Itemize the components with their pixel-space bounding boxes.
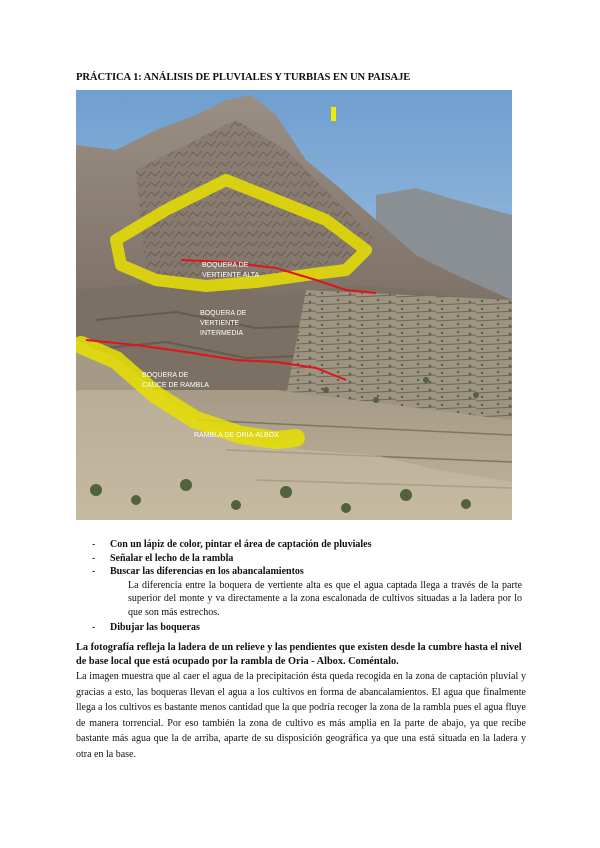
yellow-mark [331, 107, 336, 121]
bullet-dash: - [92, 566, 96, 577]
label-cauce-1: BOQUERA DE [142, 372, 189, 379]
page-title: PRÁCTICA 1: ANÁLISIS DE PLUVIALES Y TURBIAS EN UN PAISAJE [76, 72, 411, 83]
task-answer-container [92, 579, 522, 620]
label-intermedia-2: VERTIENTE [200, 320, 240, 327]
task-item [92, 621, 522, 635]
landscape-photo [76, 90, 512, 520]
task-item [92, 565, 522, 579]
task-label: Dibujar las boqueras [110, 622, 200, 633]
task-label: Con un lápiz de color, pintar el área de captación de pluviales [110, 539, 372, 550]
label-cauce-2: CAUCE DE RAMBLA [142, 382, 209, 389]
landscape-illustration [76, 90, 512, 520]
answer-paragraph: La imagen muestra que al caer el agua de la precipitación ésta queda recogida en la zona de captación pluvial y gracias a esto, las boqueras llevan el agua a los cultivos en forma de abancalamientos. El agua que finalmente llega a los cultivos es bastante menos cantidad que la que podría recoger la zona de la rambla pues el agua fluye de manera torrencial. Por eso también la zona de cultivo es más amplia en la parte de abajo, ya que recibe bastante más agua que la de arriba, aparte de su disposición geográfica ya que una está situada en la ladera y otra en la base. [76, 671, 526, 760]
label-intermedia-1: BOQUERA DE [200, 310, 247, 317]
task-list [92, 538, 522, 635]
bullet-dash: - [92, 539, 96, 550]
task-item [92, 538, 522, 552]
question-paragraph: La fotografía refleja la ladera de un relieve y las pendientes que existen desde la cumbre hasta el nivel de base local que está ocupado por la rambla de Oria - Albox. Coméntalo. [76, 642, 522, 667]
label-alta-2: VERTIENTE ALTA [202, 272, 260, 279]
bullet-dash: - [92, 552, 96, 564]
answer-abancalamientos: La diferencia entre la boquera de vertiente alta es que el agua captada llega a través de la parte superior del monte y va directamente a la zona escalonada de cultivos situadas a la ladera por lo que son más estrechos. [128, 579, 522, 618]
label-alta-1: BOQUERA DE [202, 262, 249, 269]
task-label: Señalar el lecho de la rambla [110, 552, 234, 564]
task-label: Buscar las diferencias en los abancalamientos [110, 566, 304, 577]
label-intermedia-3: INTERMEDIA [200, 330, 244, 337]
task-item [92, 552, 522, 566]
bullet-dash: - [92, 622, 96, 633]
label-rambla: RAMBLA DE ORIA-ALBOX [194, 432, 279, 439]
